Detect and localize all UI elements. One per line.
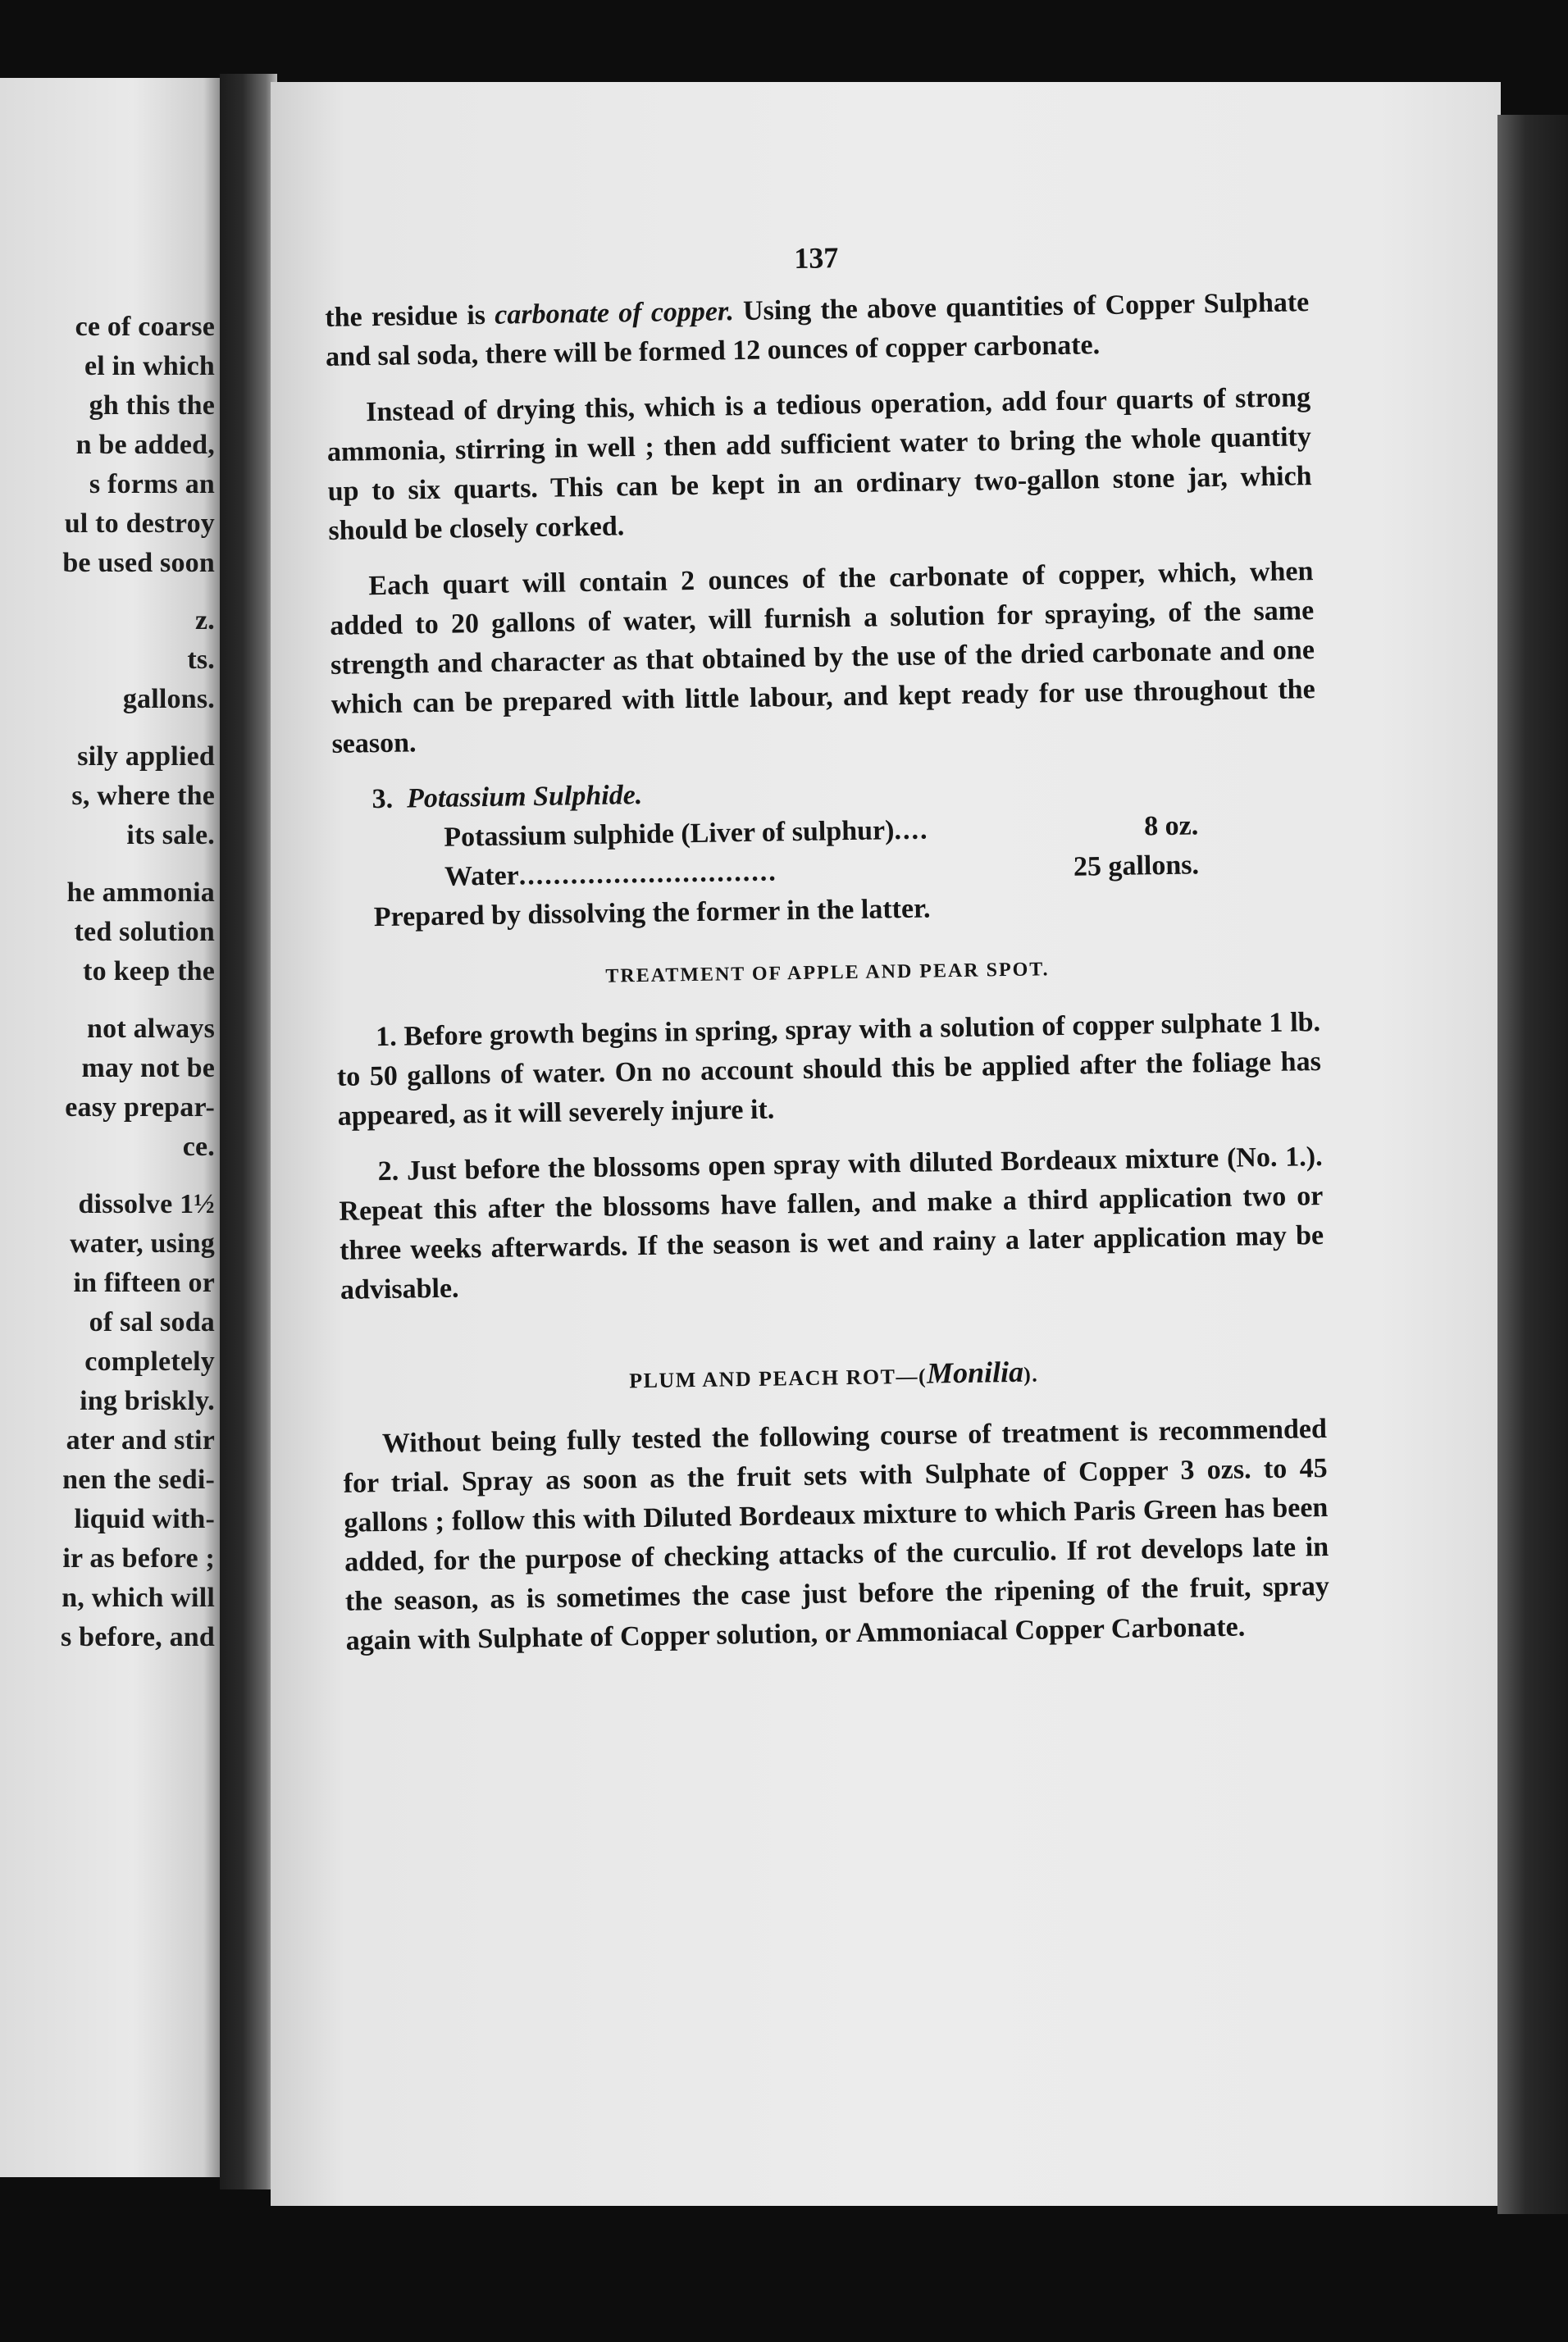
left-text-line: ce of coarse (75, 312, 215, 342)
left-text-line: ce. (182, 1132, 215, 1162)
paragraph-carbonate: the residue is carbonate of copper. Using the above quantities of Copper Sulphate and sal soda, there will be formed 12 ounces of copper carbonate. (325, 287, 1310, 372)
left-text-line: ing briskly. (80, 1386, 215, 1416)
left-text-line: be used soon (62, 548, 215, 578)
left-text-line: n, which will (62, 1583, 215, 1613)
paragraph-treatment: Without being fully tested the following course of treatment is recommended for trial. Spray as soon as the fruit sets with Sulphate of Copper 3 ozs. to 45 gallons ; follow this with Diluted Bordeaux mixture to which Paris Green has been added, for the purpose of checking attacks of the curculio. If rot develops late in the season, as is sometimes the case just before the ripening of the fruit, spray again with Sulphate of Copper solution, or Ammoniacal Copper Carbonate. (343, 1413, 1330, 1656)
paragraph-ammonia: Instead of drying this, which is a tedious operation, add four quarts of strong ammonia, stirring in well ; then add sufficient water to bring the whole quantity up to six quarts. This can be kept in an ordinary two-gallon stone jar, which should be closely corked. (326, 382, 1312, 546)
step-2: 2. Just before the blossoms open spray with diluted Bordeaux mixture (No. 1.). Repeat this after the blossoms have fallen, and make a third application two or three weeks afterwards. If the season is wet and rainy a later application may be advisable. (339, 1141, 1324, 1305)
formula-table (444, 804, 1318, 897)
left-text-line: sily applied (77, 741, 215, 772)
paragraph-quart: Each quart will contain 2 ounces of the carbonate of copper, which, when added to 20 gallons of water, will furnish a solution for spraying, of the same strength and character as that obtained by the use of the dried carbonate and one which can be prepared with little labour, and kept ready for use throughout the season. (329, 556, 1315, 759)
left-text-line: ts. (187, 645, 215, 675)
left-text-line: ul to destroy (64, 508, 215, 539)
left-text-line: he ammonia (66, 877, 215, 908)
left-page-text (0, 308, 215, 1657)
page-edge (1497, 115, 1568, 2214)
left-text-line: water, using (70, 1228, 215, 1259)
heading-plum-peach-rot: PLUM AND PEACH ROT—(Monilia). (628, 1355, 1039, 1393)
left-text-line: ir as before ; (62, 1543, 215, 1574)
page-number: 137 (793, 241, 839, 275)
left-text-line: liquid with- (74, 1504, 215, 1534)
left-text-line: easy prepar- (65, 1092, 215, 1123)
left-text-line: nen the sedi- (62, 1465, 215, 1495)
heading-apple-pear-spot: TREATMENT OF APPLE AND PEAR SPOT. (605, 959, 1050, 987)
left-text-line: completely (84, 1346, 215, 1377)
left-text-line: ater and stir (66, 1425, 215, 1456)
right-page-text (324, 230, 1330, 1661)
left-text-line: gh this the (89, 390, 215, 421)
paragraph-prepared: Prepared by dissolving the former in the latter. (373, 893, 931, 933)
left-text-line: el in which (84, 351, 215, 381)
book-gutter (220, 74, 277, 2189)
left-text-line: ted solution (74, 917, 215, 947)
formula-row: Water .............................. 25 gallons. (444, 850, 1200, 892)
left-text-line: not always (87, 1014, 215, 1044)
left-text-line: to keep the (83, 956, 215, 986)
left-text-line: dissolve 1½ (78, 1189, 215, 1219)
left-page (0, 78, 221, 2177)
step-1: 1. Before growth begins in spring, spray with a solution of copper sulphate 1 lb. to 50 gallons of water. On no account should this be applied after the foliage has appeared, as it will severely injure it. (336, 1007, 1322, 1132)
left-text-line: z. (195, 605, 215, 636)
left-text-line: in fifteen or (73, 1268, 215, 1298)
left-text-line: s before, and (60, 1622, 215, 1652)
left-text-line: s forms an (89, 469, 215, 499)
left-text-line: n be added, (75, 430, 215, 460)
left-text-line: of sal soda (89, 1307, 215, 1337)
left-text-line: may not be (81, 1053, 215, 1083)
left-text-line: s, where the (71, 781, 215, 811)
formula-row: Potassium sulphide (Liver of sulphur) .... 8 oz. (444, 810, 1199, 853)
left-text-line: gallons. (122, 684, 215, 714)
left-text-line: its sale. (126, 820, 215, 850)
item-potassium-sulphide: 3. Potassium Sulphide. (371, 779, 643, 815)
